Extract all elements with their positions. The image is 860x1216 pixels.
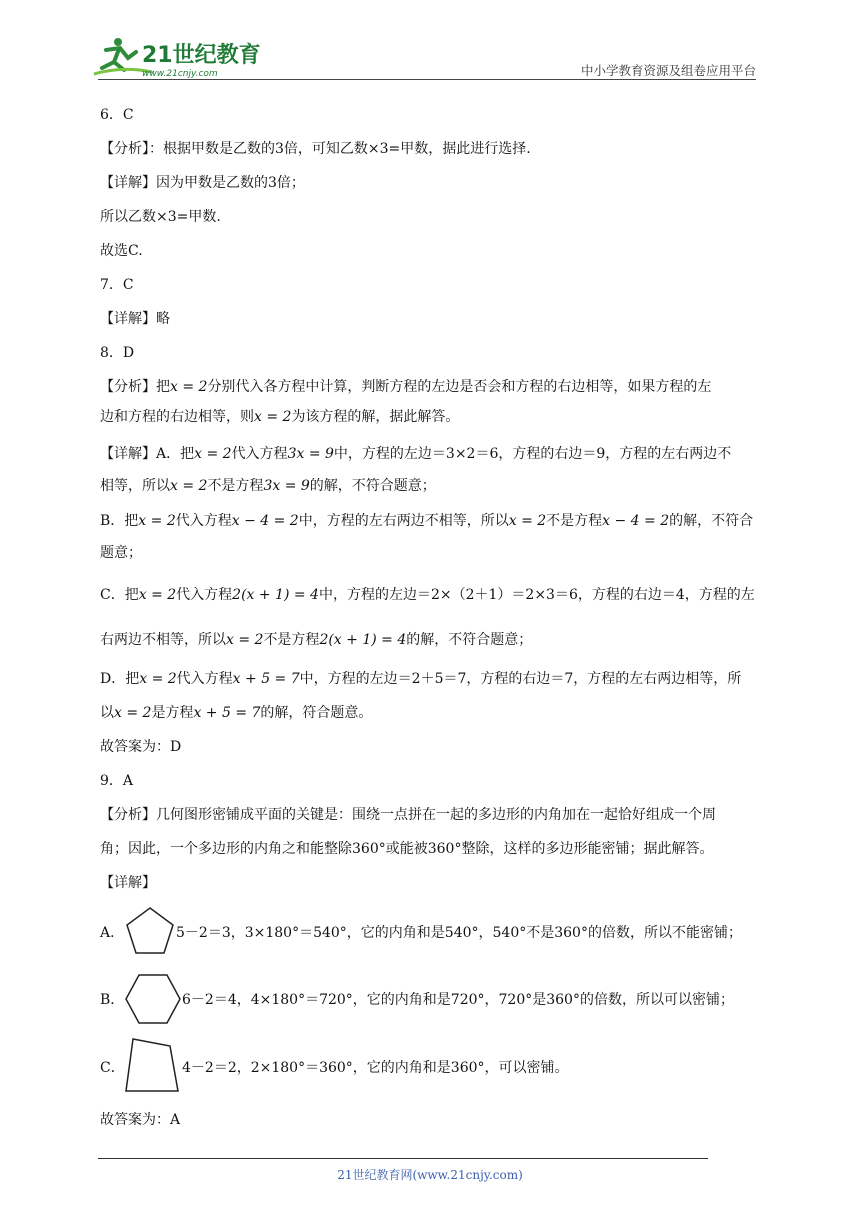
q8-detail-d2: 以x = 2是方程x + 5 = 7的解，符合题意。 [100,705,373,721]
q9-answer: 故答案为：A [100,1112,181,1128]
q9-option-a-text: 5－2＝3，3×180°＝540°，它的内角和是540°，540°不是360°的倍数，所以不能密铺； [176,925,742,941]
q8-detail-c1: C．把x = 2代入方程2(x + 1) = 4中，方程的左边＝2×（2＋1）＝2×3＝6，方程的右边＝4，方程的左 [100,587,755,603]
logo-subtext: www.21cnjy.com [142,69,218,79]
q7-detail: 【详解】略 [100,311,170,327]
q8-analysis-1: 【分析】把x = 2分别代入各方程中计算，判断方程的左边是否会和方程的右边相等，如果方程的左 [100,379,712,395]
q6-line4: 故选C. [100,243,143,259]
page-header [0,0,860,90]
header-divider [98,79,756,80]
quadrilateral-shape [124,1036,182,1094]
q8-number: 8．D [100,345,135,361]
q9-analysis-2: 角；因此，一个多边形的内角之和能整除360°或能被360°整除，这样的多边形能密铺；据此解答。 [100,841,714,857]
logo [92,36,262,80]
q8-detail-c2: 右两边不相等，所以x = 2不是方程2(x + 1) = 4的解，不符合题意； [100,632,533,648]
q8-detail-b1: B．把x = 2代入方程x − 4 = 2中，方程的左右两边不相等，所以x = 2不是方程x − 4 = 2的解，不符合 [100,513,754,529]
q8-detail-b2: 题意； [100,545,142,561]
q8-answer: 故答案为：D [100,739,182,755]
pentagon-shape [124,906,176,958]
hexagon-shape [124,973,182,1025]
q7-number: 7．C [100,277,134,293]
q8-analysis-2: 边和方程的右边相等，则x = 2为该方程的解，据此解答。 [100,409,460,425]
q9-option-b-text: 6－2＝4，4×180°＝720°，它的内角和是720°，720°是360°的倍数，所以可以密铺； [182,992,734,1008]
q9-option-c-text: 4－2＝2，2×180°＝360°，它的内角和是360°，可以密铺。 [182,1060,569,1076]
q9-detail: 【详解】 [100,875,156,891]
footer-divider [98,1158,708,1159]
logo-text: 21世纪教育 [142,43,261,68]
q9-option-c-label: C． [100,1060,125,1076]
q8-detail-d1: D．把x = 2代入方程x + 5 = 7中，方程的左边＝2＋5＝7，方程的右边＝7，方程的左右两边相等，所 [100,671,742,687]
q6-line3: 所以乙数×3=甲数. [100,209,221,225]
q8-detail-a2: 相等，所以x = 2不是方程3x = 9的解，不符合题意； [100,478,436,494]
q9-number: 9．A [100,773,134,789]
q6-analysis: 【分析】：根据甲数是乙数的3倍，可知乙数×3=甲数，据此进行选择. [100,141,531,157]
q9-option-a-label: A． [100,925,125,941]
header-platform-text: 中小学教育资源及组卷应用平台 [580,63,756,78]
q6-number: 6．C [100,107,134,123]
q9-analysis-1: 【分析】几何图形密铺成平面的关键是：围绕一点拼在一起的多边形的内角加在一起恰好组成一个周 [100,807,716,823]
q6-detail: 【详解】因为甲数是乙数的3倍； [100,175,305,191]
footer-text: 21世纪教育网(www.21cnjy.com) [337,1168,523,1182]
q9-option-b-label: B． [100,992,125,1008]
q8-detail-a1: 【详解】A．把x = 2代入方程3x = 9中，方程的左边＝3×2＝6，方程的右边＝9，方程的左右两边不 [100,446,732,462]
